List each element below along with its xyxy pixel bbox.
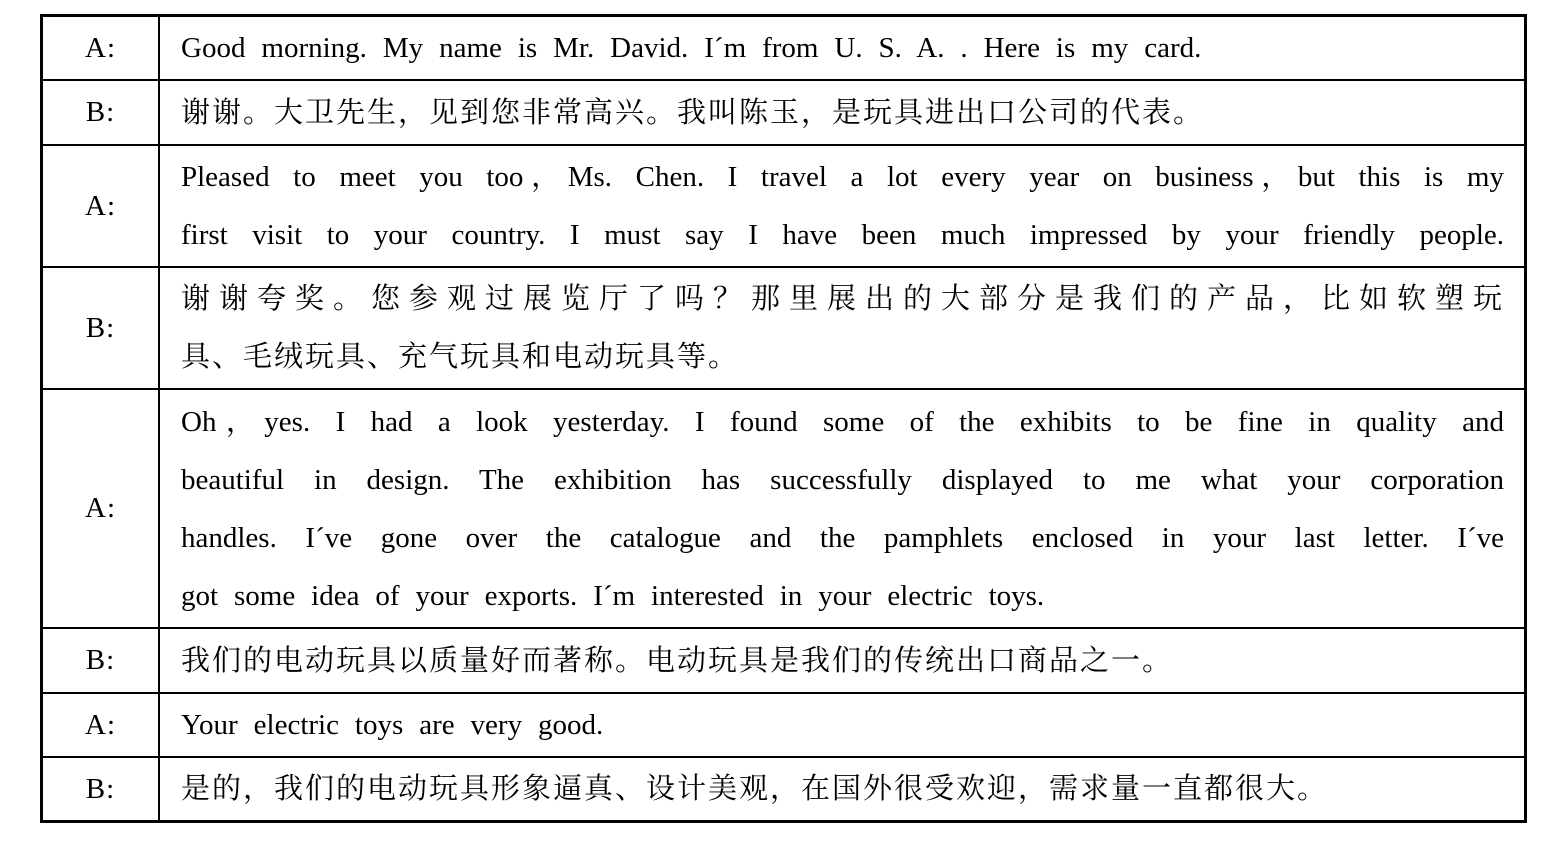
table-row [42, 16, 1526, 81]
dialog-cell [159, 267, 1526, 389]
dialog-line: handles. I´ve gone over the catalogue and the pamphlets enclosed in your last letter. I´ve [181, 521, 1504, 554]
speaker-cell [42, 16, 160, 81]
speaker-label: B: [85, 311, 116, 344]
dialog-cell [159, 757, 1526, 822]
dialog-cell [159, 389, 1526, 628]
dialog-line: got some idea of your exports. I´m interested in your electric toys. [181, 579, 1045, 612]
dialog-line: Your electric toys are very good. [181, 709, 604, 741]
table-row [42, 628, 1526, 693]
dialog-line: 我们的电动玩具以质量好而著称。电动玩具是我们的传统出口商品之一。 [181, 644, 1174, 677]
speaker-label: B: [85, 772, 116, 805]
dialog-line: first visit to your country. I must say I have been much impressed by your friendly people. [181, 219, 1504, 251]
speaker-cell [42, 693, 160, 757]
speaker-label: A: [85, 492, 116, 524]
speaker-cell [42, 80, 160, 145]
dialog-line: beautiful in design. The exhibition has successfully displayed to me what your corporation [181, 463, 1504, 496]
speaker-cell [42, 389, 160, 628]
dialog-line: Good morning. My name is Mr. David. I´m from U. S. A. . Here is my card. [181, 32, 1202, 64]
dialog-line: Pleased to meet you too，Ms. Chen. I travel a lot every year on business，but this is my [181, 161, 1504, 193]
speaker-label: A: [85, 31, 116, 64]
dialog-line: 谢谢。大卫先生，见到您非常高兴。我叫陈玉，是玩具进出口公司的代表。 [181, 96, 1205, 129]
dialog-cell [159, 145, 1526, 267]
speaker-label: A: [85, 189, 116, 222]
dialog-cell [159, 693, 1526, 757]
table-row [42, 80, 1526, 145]
table-row [42, 145, 1526, 267]
speaker-label: B: [85, 96, 116, 128]
dialog-line: Oh，yes. I had a look yesterday. I found some of the exhibits to be fine in quality and [181, 405, 1504, 438]
dialog-line: 谢谢夸奖。您参观过展览厅了吗？那里展出的大部分是我们的产品，比如软塑玩 [181, 283, 1504, 315]
dialog-line: 具、毛绒玩具、充气玩具和电动玩具等。 [181, 341, 740, 373]
speaker-cell [42, 628, 160, 693]
speaker-cell [42, 145, 160, 267]
dialog-line: 是的，我们的电动玩具形象逼真、设计美观，在国外很受欢迎，需求量一直都很大。 [181, 773, 1329, 805]
table-row [42, 693, 1526, 757]
dialog-cell [159, 628, 1526, 693]
dialog-cell [159, 80, 1526, 145]
dialog-cell [159, 16, 1526, 81]
speaker-cell [42, 757, 160, 822]
speaker-label: B: [85, 644, 116, 676]
table-row [42, 267, 1526, 389]
speaker-cell [42, 267, 160, 389]
dialogue-table [40, 14, 1527, 823]
speaker-label: A: [85, 708, 116, 741]
table-row [42, 757, 1526, 822]
table-row [42, 389, 1526, 628]
